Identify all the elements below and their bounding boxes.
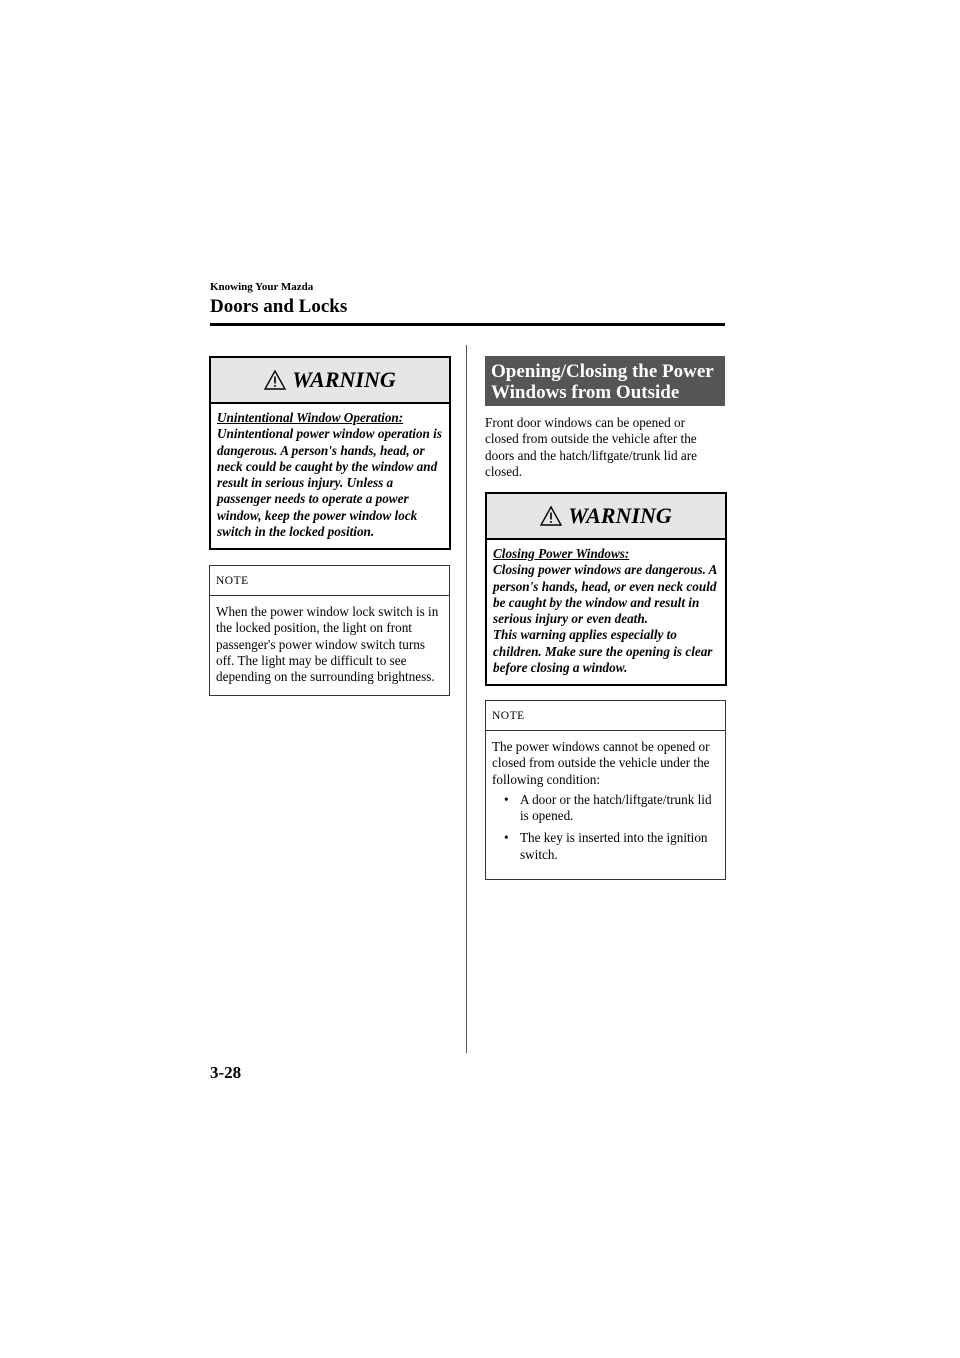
list-item: • The key is inserted into the ignition switch.	[504, 830, 719, 863]
section-label: Knowing Your Mazda	[210, 281, 314, 293]
left-warning-box	[209, 356, 451, 550]
warning-text: Unintentional power window operation is dangerous. A person's hands, head, or neck could be caught by the window and result in serious injury. Unless a passenger needs to operate a power window, keep the power window lock switch in the locked position.	[217, 426, 442, 540]
warning-body	[487, 540, 725, 684]
note-text: The power windows cannot be opened or closed from outside the vehicle under the following condition:	[492, 739, 710, 787]
warning-text-2: This warning applies especially to children. Make sure the opening is clear before closing a window.	[493, 627, 713, 676]
left-note-box	[209, 565, 450, 696]
right-note-box	[485, 700, 726, 880]
warning-body	[211, 404, 449, 548]
column-divider	[466, 345, 467, 1053]
intro-paragraph: Front door windows can be opened or closed from outside the vehicle after the doors and the hatch/liftgate/trunk lid are closed.	[485, 415, 698, 479]
right-warning-box	[485, 492, 727, 686]
note-label: NOTE	[486, 701, 725, 731]
warning-text: Closing power windows are dangerous. A person's hands, head, or even neck could be caught by the window and result in serious injury or even death.	[493, 562, 717, 627]
warning-triangle-icon	[264, 370, 286, 390]
warning-heading: Closing Power Windows:	[493, 546, 630, 561]
warning-header	[487, 494, 725, 540]
page-number: 3-28	[210, 1063, 242, 1082]
warning-header	[211, 358, 449, 404]
section-heading: Opening/Closing the Power Windows from Outside	[485, 356, 725, 406]
warning-triangle-icon	[540, 506, 562, 526]
warning-label: WARNING	[292, 367, 396, 392]
note-label: NOTE	[210, 566, 449, 596]
list-item: • A door or the hatch/liftgate/trunk lid is opened.	[504, 792, 719, 825]
note-text: When the power window lock switch is in the locked position, the light on front passenger's power window switch turns off. The light may be difficult to see depending on the surrounding brightness.	[216, 604, 439, 685]
warning-heading: Unintentional Window Operation:	[217, 410, 404, 425]
note-bullet-list	[492, 792, 719, 863]
note-body	[486, 731, 725, 879]
warning-label: WARNING	[568, 503, 672, 528]
chapter-title: Doors and Locks	[210, 296, 348, 317]
header-rule	[210, 323, 725, 326]
